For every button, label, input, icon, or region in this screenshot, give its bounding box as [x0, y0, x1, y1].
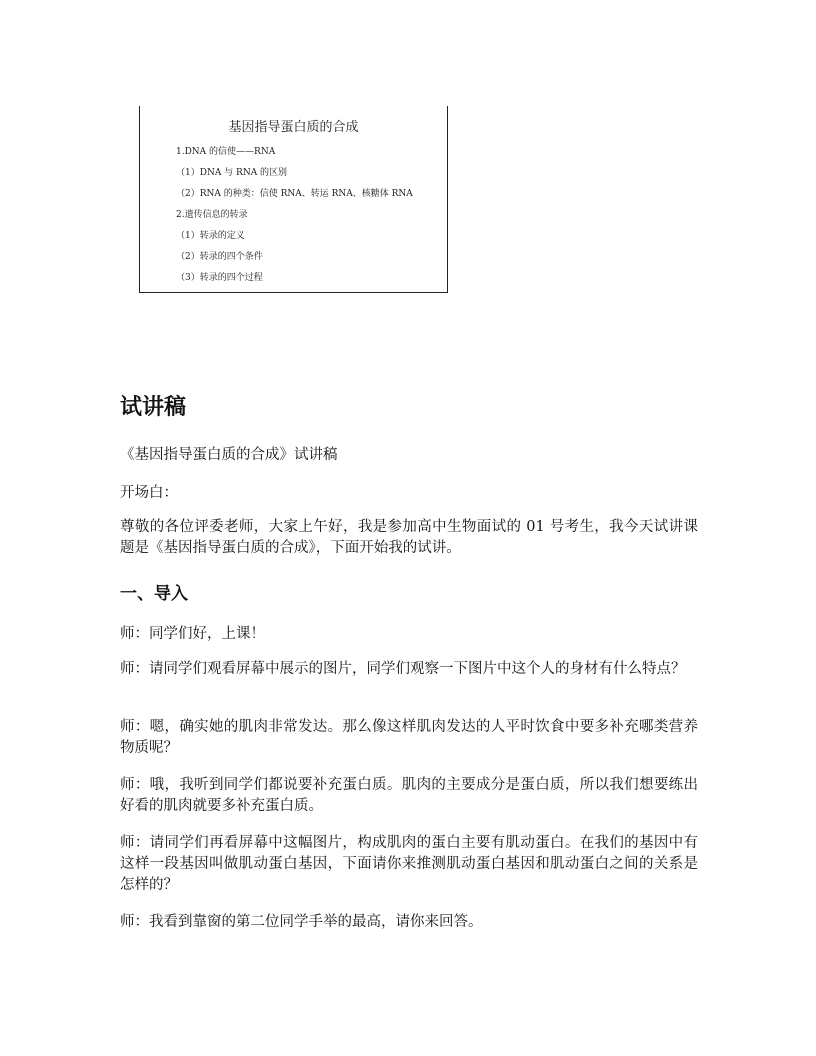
- dialogue-paragraph: 师：我看到靠窗的第二位同学手举的最高，请你来回答。: [120, 914, 483, 930]
- opening-paragraph: 尊敬的各位评委老师，大家上午好，我是参加高中生物面试的 01 号考生，我今天试讲课题是《基因指导蛋白质的合成》，下面开始我的试讲。: [120, 519, 698, 556]
- blackboard-line: （1）转录的定义: [176, 231, 245, 241]
- dialogue-paragraph: 师：嗯，确实她的肌肉非常发达。那么像这样肌肉发达的人平时饮食中要多补充哪类营养物质呢？: [120, 719, 698, 756]
- section-heading-intro: 一、导入: [120, 584, 188, 604]
- dialogue-paragraph: 师：哦，我听到同学们都说要补充蛋白质。肌肉的主要成分是蛋白质，所以我们想要练出好看的肌肉就要多补充蛋白质。: [120, 777, 698, 814]
- blackboard-line: （2）RNA 的种类：信使 RNA、转运 RNA、核糖体 RNA: [176, 189, 413, 199]
- blackboard-line: 2.遗传信息的转录: [176, 210, 248, 220]
- document-subtitle: 《基因指导蛋白质的合成》试讲稿: [120, 447, 338, 463]
- blackboard-line: （1）DNA 与 RNA 的区别: [176, 168, 288, 178]
- blackboard-design-box: [139, 106, 448, 293]
- dialogue-paragraph: 师：同学们好，上课！: [120, 626, 265, 642]
- blackboard-line: （3）转录的四个过程: [176, 273, 263, 283]
- dialogue-paragraph: 师：请同学们再看屏幕中这幅图片，构成肌肉的蛋白主要有肌动蛋白。在我们的基因中有这样一段基因叫做肌动蛋白基因，下面请你来推测肌动蛋白基因和肌动蛋白之间的关系是怎样的？: [120, 835, 698, 893]
- dialogue-paragraph: 师：请同学们观看屏幕中展示的图片，同学们观察一下图片中这个人的身材有什么特点？: [120, 661, 686, 677]
- blackboard-line: （2）转录的四个条件: [176, 252, 263, 262]
- blackboard-line: 1.DNA 的信使——RNA: [176, 147, 276, 157]
- blackboard-title: 基因指导蛋白质的合成: [228, 120, 359, 135]
- page-heading: 试讲稿: [120, 395, 187, 420]
- opening-label: 开场白：: [120, 485, 178, 501]
